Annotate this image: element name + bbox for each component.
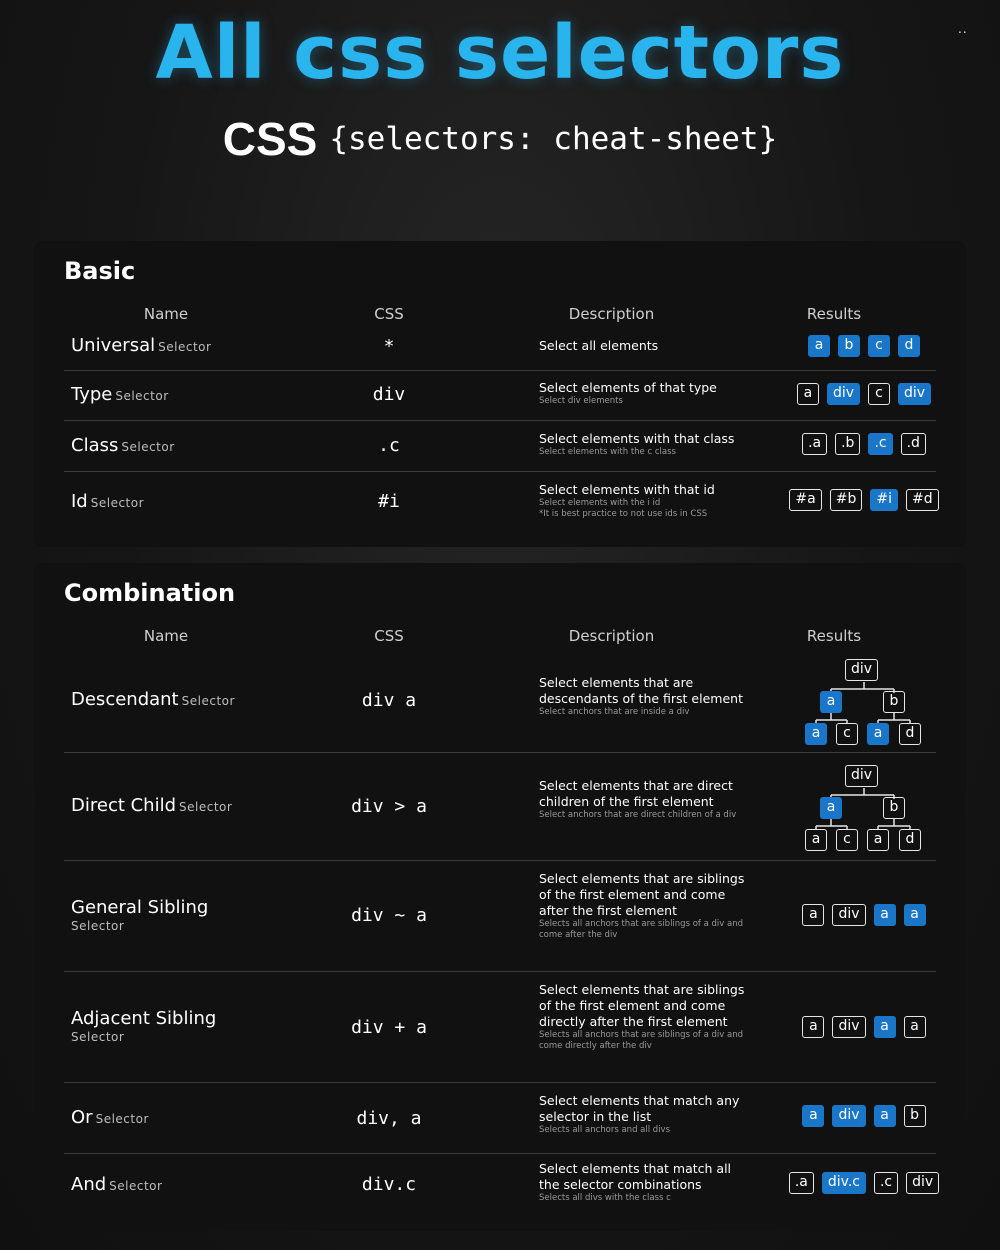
selector-name-text: Or <box>71 1107 93 1128</box>
result-box: div <box>832 904 865 926</box>
result-box: div <box>898 383 931 405</box>
selector-suffix: Selector <box>121 440 175 454</box>
description-main: Select elements of that type <box>539 380 717 395</box>
description-note: Selects all anchors that are siblings of a div and come after the div <box>539 919 743 940</box>
corner-dots: .. <box>958 22 968 36</box>
selector-name <box>71 491 144 512</box>
selector-name <box>71 689 235 710</box>
result-box: a <box>808 335 830 357</box>
selector-css: * <box>383 336 395 357</box>
selector-name <box>71 1008 216 1044</box>
selector-suffix: Selector <box>115 389 169 403</box>
result-box: div <box>832 1105 865 1127</box>
selector-suffix: Selector <box>179 800 233 814</box>
description-note: Selects all divs with the class c <box>539 1193 671 1203</box>
tree-node: c <box>836 723 858 745</box>
selector-css: div + a <box>351 1017 427 1038</box>
result-box: b <box>904 1105 926 1127</box>
selector-results <box>754 1105 974 1127</box>
result-box: #a <box>789 489 821 511</box>
selector-css: #i <box>378 491 400 512</box>
result-box: a <box>802 904 824 926</box>
result-box: a <box>874 1016 896 1038</box>
result-box: d <box>898 335 920 357</box>
selector-results <box>754 904 974 926</box>
selector-description <box>539 431 754 458</box>
result-box: a <box>904 1016 926 1038</box>
subtitle-css: CSS <box>222 113 318 165</box>
result-box: #b <box>830 489 863 511</box>
description-main: Select elements that are descendants of the first element <box>539 675 743 706</box>
selector-css: div <box>372 384 406 405</box>
tree-node: a <box>805 829 827 851</box>
description-main: Select elements that match any selector in the list <box>539 1093 740 1124</box>
combination-title: Combination <box>64 579 236 607</box>
table-row <box>64 655 936 753</box>
header-css: CSS <box>374 627 404 645</box>
selector-name-text: General Sibling <box>71 897 209 918</box>
selector-name-text: Type <box>71 384 113 405</box>
tree-node: c <box>836 829 858 851</box>
table-row <box>64 753 936 861</box>
description-note: *It is best practice to not use ids in CSS <box>539 509 708 519</box>
selector-results <box>754 383 974 405</box>
selector-description <box>539 778 754 821</box>
description-main: Select all elements <box>539 338 659 353</box>
tree-node: a <box>805 723 827 745</box>
description-main: Select elements that are siblings of the first element and come after the first element <box>539 871 745 918</box>
selector-description <box>539 1093 754 1136</box>
table-row <box>64 371 936 421</box>
tree-node: d <box>899 829 921 851</box>
result-box: .a <box>802 433 827 455</box>
element-tree <box>794 765 934 855</box>
selector-name-text: Descendant <box>71 689 179 710</box>
selector-name <box>71 897 208 933</box>
result-box: a <box>904 904 926 926</box>
selector-suffix: Selector <box>95 1112 149 1126</box>
header-results: Results <box>806 627 862 645</box>
header-css: CSS <box>374 305 404 323</box>
table-row <box>64 333 936 371</box>
tree-node-root: div <box>845 765 878 787</box>
result-box: b <box>838 335 860 357</box>
selector-name <box>71 1174 162 1195</box>
description-main: Select elements that are direct children of the first element <box>539 778 733 809</box>
result-box: .c <box>868 433 892 455</box>
selector-css: div ~ a <box>351 905 427 926</box>
tree-node: a <box>867 829 889 851</box>
selector-description <box>539 482 754 520</box>
selector-description <box>539 675 754 718</box>
selector-css: .c <box>378 435 400 456</box>
description-main: Select elements that match all the selector combinations <box>539 1161 732 1192</box>
result-box: div <box>906 1172 939 1194</box>
selector-suffix: Selector <box>71 1030 125 1044</box>
selector-results <box>754 335 974 357</box>
description-note: Selects all anchors that are siblings of a div and come directly after the div <box>539 1030 743 1051</box>
result-box: c <box>868 383 890 405</box>
selector-css: div.c <box>361 1174 417 1195</box>
selector-suffix: Selector <box>90 496 145 510</box>
page-title: All css selectors <box>155 10 845 96</box>
selector-name <box>71 435 175 456</box>
tree-node: a <box>820 691 842 713</box>
result-box: #i <box>870 489 898 511</box>
selector-name <box>71 335 211 356</box>
header-results: Results <box>806 305 862 323</box>
selector-suffix: Selector <box>181 694 235 708</box>
tree-node: d <box>899 723 921 745</box>
combination-panel <box>34 563 966 1231</box>
selector-css: div > a <box>351 796 427 817</box>
description-note: Select anchors that are inside a div <box>539 707 690 717</box>
description-note: Select elements with the c class <box>539 447 676 457</box>
tree-node: b <box>883 797 905 819</box>
selector-suffix: Selector <box>158 340 212 354</box>
selector-name-text: Id <box>71 491 88 512</box>
description-main: Select elements with that id <box>539 482 715 497</box>
basic-panel <box>34 241 966 547</box>
selector-name <box>71 795 232 816</box>
result-box: div <box>827 383 860 405</box>
selector-suffix: Selector <box>71 919 125 933</box>
result-box: .d <box>901 433 926 455</box>
selector-suffix: Selector <box>109 1179 163 1193</box>
selector-description <box>539 338 754 354</box>
header-name: Name <box>143 305 189 323</box>
table-row <box>64 472 936 530</box>
description-main: Select elements with that class <box>539 431 735 446</box>
description-note: Select div elements <box>539 396 623 406</box>
page-subtitle <box>0 112 1000 166</box>
selector-css: div a <box>361 690 417 711</box>
tree-node: a <box>867 723 889 745</box>
selector-description <box>539 380 754 407</box>
result-box: a <box>802 1016 824 1038</box>
table-row <box>64 972 936 1083</box>
result-box: a <box>802 1105 824 1127</box>
subtitle-code: {selectors: cheat-sheet} <box>329 121 778 157</box>
description-note: Select elements with the i id <box>539 498 661 508</box>
selector-results <box>754 433 974 455</box>
result-box: .b <box>835 433 860 455</box>
selector-name-text: Direct Child <box>71 795 177 816</box>
result-box: #d <box>906 489 939 511</box>
result-box: .c <box>874 1172 898 1194</box>
table-row <box>64 1083 936 1154</box>
result-box: a <box>874 904 896 926</box>
description-note: Select anchors that are direct children of a div <box>539 810 737 820</box>
selector-results <box>754 1172 974 1194</box>
selector-name-text: Class <box>71 435 119 456</box>
basic-title: Basic <box>64 257 136 285</box>
element-tree <box>794 659 934 749</box>
result-box: a <box>797 383 819 405</box>
header-name: Name <box>143 627 189 645</box>
selector-description <box>539 871 754 941</box>
table-row <box>64 1154 936 1214</box>
tree-node: a <box>820 797 842 819</box>
result-box: div <box>832 1016 865 1038</box>
description-note: Selects all anchors and all divs <box>539 1125 671 1135</box>
selector-name <box>71 1107 149 1128</box>
selector-description <box>539 1161 754 1204</box>
result-box: a <box>874 1105 896 1127</box>
description-main: Select elements that are siblings of the first element and come directly after the first element <box>539 982 745 1029</box>
result-box: .a <box>789 1172 814 1194</box>
selector-description <box>539 982 754 1052</box>
table-row <box>64 421 936 472</box>
result-box: div.c <box>822 1172 866 1194</box>
header-description: Description <box>568 305 655 323</box>
tree-node-root: div <box>845 659 878 681</box>
selector-results <box>754 489 974 511</box>
table-row <box>64 861 936 972</box>
result-box: c <box>868 335 890 357</box>
selector-name <box>71 384 169 405</box>
selector-name-text: And <box>71 1174 107 1195</box>
selector-name-text: Adjacent Sibling <box>71 1008 217 1029</box>
selector-results <box>754 1016 974 1038</box>
selector-css: div, a <box>356 1108 422 1129</box>
selector-name-text: Universal <box>71 335 156 356</box>
tree-node: b <box>883 691 905 713</box>
header-description: Description <box>568 627 655 645</box>
